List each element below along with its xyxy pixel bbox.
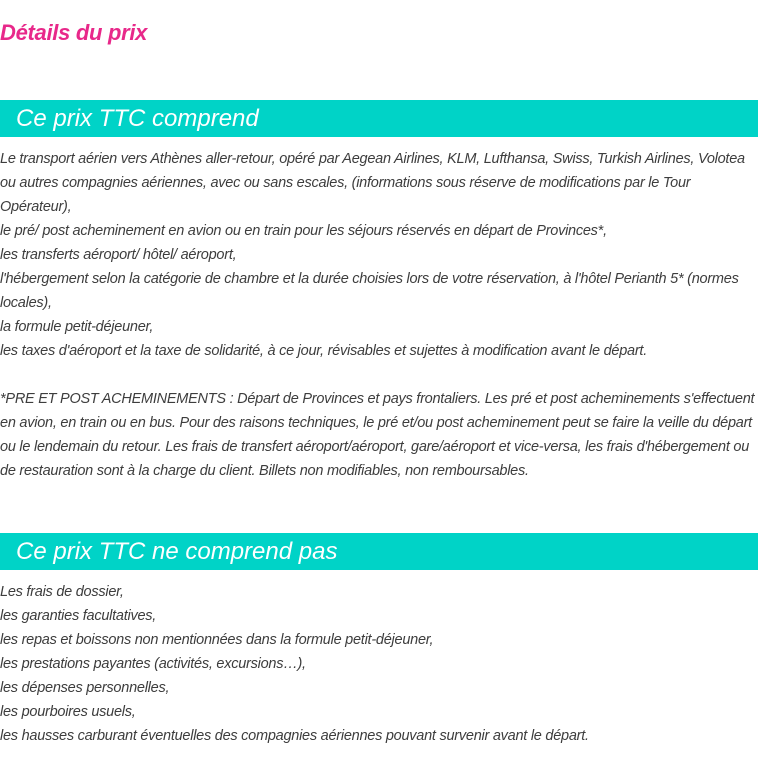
list-item: Les frais de dossier, (0, 584, 124, 600)
list-item: les pourboires usuels, (0, 704, 136, 720)
list-item: les transferts aéroport/ hôtel/ aéroport, (0, 247, 237, 263)
list-item: les prestations payantes (activités, excursions…), (0, 656, 306, 672)
includes-heading: Ce prix TTC comprend (16, 104, 259, 132)
transfer-footnote: *PRE ET POST ACHEMINEMENTS : Départ de Provinces et pays frontaliers. Les pré et post acheminements s'effectuent en avion, en train ou en bus. Pour des raisons techniques, le pré et/ou post acheminement peut se faire la veille du départ ou le lendemain du retour. Les frais de transfert aéroport/aéroport, gare/aéroport et vice-versa, les frais d'hébergement ou de restauration sont à la charge du client. Billets non modifiables, non remboursables. (0, 391, 755, 479)
list-item: les garanties facultatives, (0, 608, 157, 624)
list-item: les dépenses personnelles, (0, 680, 170, 696)
list-item: le pré/ post acheminement en avion ou en train pour les séjours réservés en départ de Provinces*, (0, 223, 607, 239)
page-title: Détails du prix (0, 20, 148, 45)
list-item: les taxes d'aéroport et la taxe de solidarité, à ce jour, révisables et sujettes à modification avant le départ. (0, 343, 647, 359)
list-item: les hausses carburant éventuelles des compagnies aériennes pouvant survenir avant le départ. (0, 728, 589, 744)
list-item: la formule petit-déjeuner, (0, 319, 154, 335)
excludes-section-header (0, 533, 758, 570)
excludes-list (0, 580, 758, 748)
excludes-heading: Ce prix TTC ne comprend pas (16, 537, 338, 565)
list-item: Le transport aérien vers Athènes aller-retour, opéré par Aegean Airlines, KLM, Lufthansa, Swiss, Turkish Airlines, Volotea ou autres compagnies aériennes, avec ou sans escales, (informations sous réserve de modifications par le Tour Opérateur), (0, 151, 745, 215)
list-item: les repas et boissons non mentionnées dans la formule petit-déjeuner, (0, 632, 434, 648)
list-item: l'hébergement selon la catégorie de chambre et la durée choisies lors de votre réservation, à l'hôtel Perianth 5* (normes locales), (0, 271, 739, 311)
includes-section-header (0, 100, 758, 137)
includes-list (0, 147, 758, 363)
